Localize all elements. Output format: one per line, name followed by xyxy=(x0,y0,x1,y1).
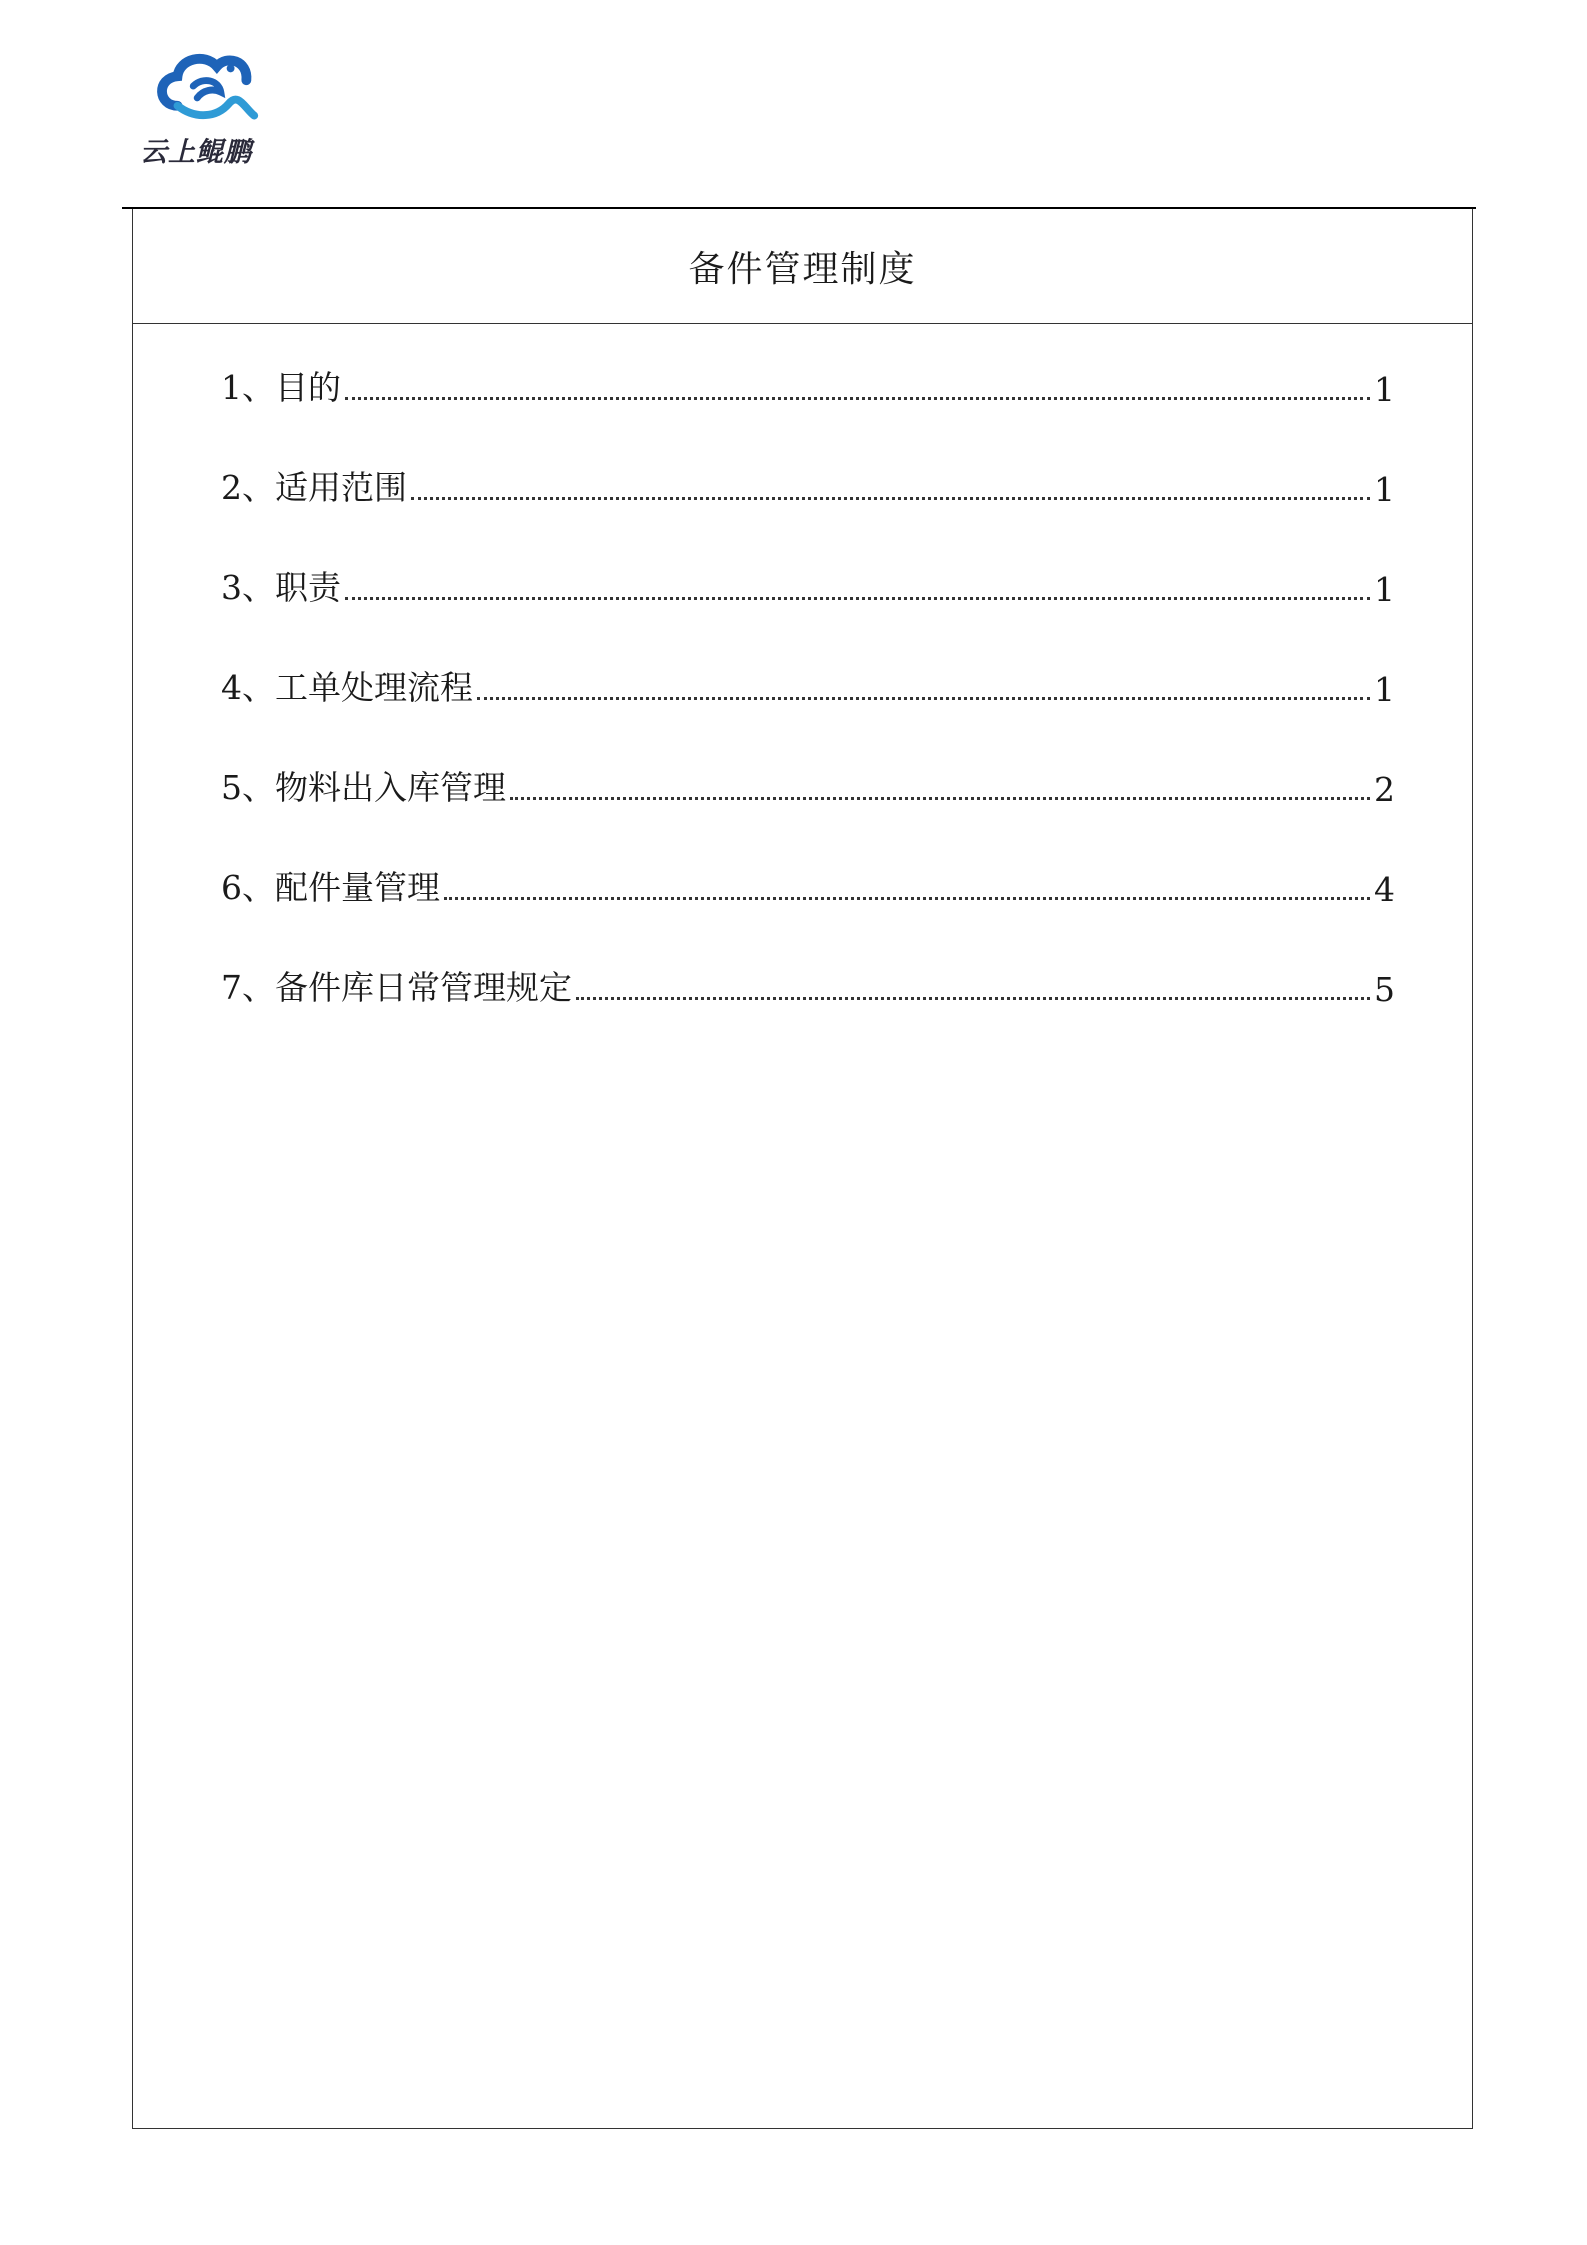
toc-entry-page: 1 xyxy=(1374,370,1395,409)
toc-entry-page: 4 xyxy=(1374,870,1395,909)
toc-entry-label: 7、备件库日常管理规定 xyxy=(221,968,572,1007)
document-frame xyxy=(132,209,1473,2129)
toc-entry-2[interactable] xyxy=(221,459,1395,509)
toc-entry-label: 5、物料出入库管理 xyxy=(221,768,506,807)
toc-entry-page: 1 xyxy=(1374,670,1395,709)
toc-entry-page: 1 xyxy=(1374,470,1395,509)
toc-leader-dots xyxy=(477,697,1370,700)
toc-entry-3[interactable] xyxy=(221,559,1395,609)
toc-entry-1[interactable] xyxy=(221,359,1395,409)
toc-leader-dots xyxy=(510,797,1370,800)
toc-entry-page: 5 xyxy=(1374,970,1395,1009)
toc-entry-page: 2 xyxy=(1374,770,1395,809)
toc-entry-6[interactable] xyxy=(221,859,1395,909)
company-logo xyxy=(130,38,280,168)
toc-leader-dots xyxy=(444,897,1370,900)
toc-entry-label: 4、工单处理流程 xyxy=(221,668,473,707)
toc-leader-dots xyxy=(345,597,1370,600)
toc-leader-dots xyxy=(411,497,1370,500)
toc-entry-label: 3、职责 xyxy=(221,568,341,607)
page-title: 备件管理制度 xyxy=(688,248,917,290)
toc-entry-label: 2、适用范围 xyxy=(221,468,407,507)
toc-leader-dots xyxy=(576,997,1370,1000)
toc-entry-page: 1 xyxy=(1374,570,1395,609)
title-band xyxy=(133,209,1472,324)
logo-text: 云上鲲鹏 xyxy=(140,137,252,168)
toc-entry-7[interactable] xyxy=(221,959,1395,1009)
toc-entry-label: 6、配件量管理 xyxy=(221,868,440,907)
toc-entry-4[interactable] xyxy=(221,659,1395,709)
toc-entry-5[interactable] xyxy=(221,759,1395,809)
cloud-bird-logo-icon xyxy=(148,46,266,138)
toc-entry-label: 1、目的 xyxy=(221,368,341,407)
toc-leader-dots xyxy=(345,397,1370,400)
